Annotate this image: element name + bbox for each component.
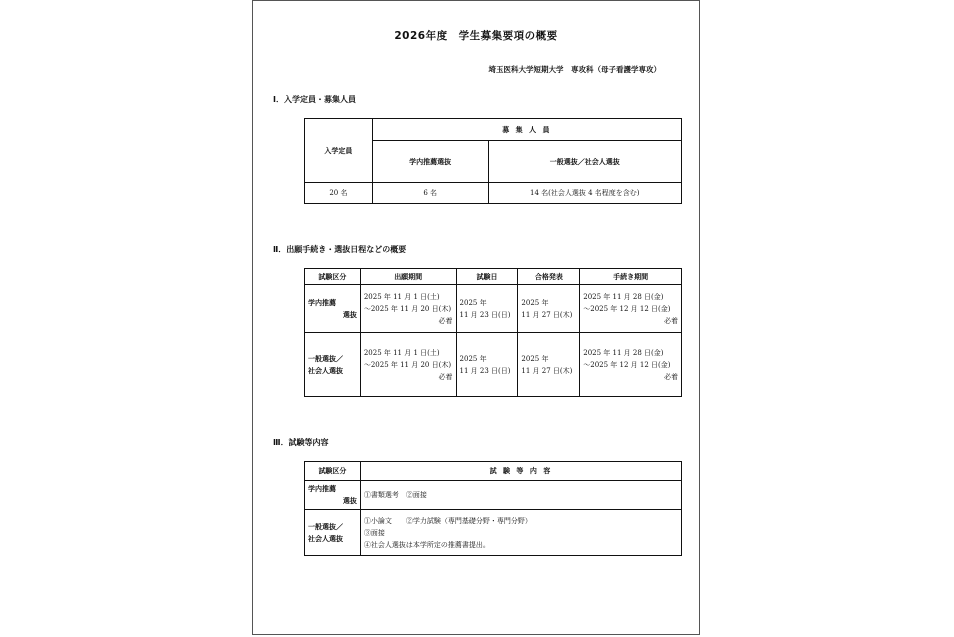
row-category: 一般選抜／ 社会人選抜 xyxy=(305,510,361,556)
row-application: 2025 年 11 月 1 日(土) ～2025 年 11 月 20 日(木) 必着 xyxy=(360,333,456,397)
table-row xyxy=(305,510,682,556)
internal-count: 6 名 xyxy=(372,183,488,204)
schedule-header-application: 出願期間 xyxy=(360,269,456,285)
row-exam: 2025 年 11 月 23 日(日) xyxy=(456,285,518,333)
document-subtitle: 埼玉医科大学短期大学 専攻科（母子看護学専攻） xyxy=(488,65,661,74)
table-row xyxy=(305,285,682,333)
content-header-content: 試 験 等 内 容 xyxy=(360,462,681,481)
document-page xyxy=(252,0,700,635)
row-procedure: 2025 年 11 月 28 日(金) ～2025 年 12 月 12 日(金) 必着 xyxy=(580,285,682,333)
exam-content-table xyxy=(304,461,682,556)
header-capacity: 入学定員 xyxy=(305,119,373,183)
row-result: 2025 年 11 月 27 日(木) xyxy=(518,285,580,333)
schedule-header-result: 合格発表 xyxy=(518,269,580,285)
capacity-table xyxy=(304,118,682,204)
document-title: 2026年度 学生募集要項の概要 xyxy=(394,30,558,42)
schedule-header-exam: 試験日 xyxy=(456,269,518,285)
row-content: ①書類選考 ②面接 xyxy=(360,481,681,510)
row-category: 学内推薦 選抜 xyxy=(305,285,361,333)
row-category: 学内推薦 選抜 xyxy=(305,481,361,510)
row-application: 2025 年 11 月 1 日(土) ～2025 年 11 月 20 日(木) 必着 xyxy=(360,285,456,333)
content-header-category: 試験区分 xyxy=(305,462,361,481)
table-row xyxy=(305,333,682,397)
general-count: 14 名(社会人選抜 4 名程度を含む) xyxy=(488,183,681,204)
schedule-header-category: 試験区分 xyxy=(305,269,361,285)
row-procedure: 2025 年 11 月 28 日(金) ～2025 年 12 月 12 日(金) 必着 xyxy=(580,333,682,397)
row-content: ①小論文 ②学力試験（専門基礎分野・専門分野） ③面接 ④社会人選抜は本学所定の推薦書提出。 xyxy=(360,510,681,556)
row-exam: 2025 年 11 月 23 日(日) xyxy=(456,333,518,397)
header-general: 一般選抜／社会人選抜 xyxy=(488,141,681,183)
schedule-table xyxy=(304,268,682,397)
table-row xyxy=(305,481,682,510)
header-internal: 学内推薦選抜 xyxy=(372,141,488,183)
section2-heading: Ⅱ．出願手続き・選抜日程などの概要 xyxy=(273,245,407,254)
header-recruit: 募 集 人 員 xyxy=(372,119,681,141)
schedule-header-procedure: 手続き期間 xyxy=(580,269,682,285)
section1-heading: Ⅰ．入学定員・募集人員 xyxy=(273,95,356,104)
capacity-value: 20 名 xyxy=(305,183,373,204)
row-category: 一般選抜／ 社会人選抜 xyxy=(305,333,361,397)
section3-heading: Ⅲ．試験等内容 xyxy=(273,438,329,447)
row-result: 2025 年 11 月 27 日(木) xyxy=(518,333,580,397)
